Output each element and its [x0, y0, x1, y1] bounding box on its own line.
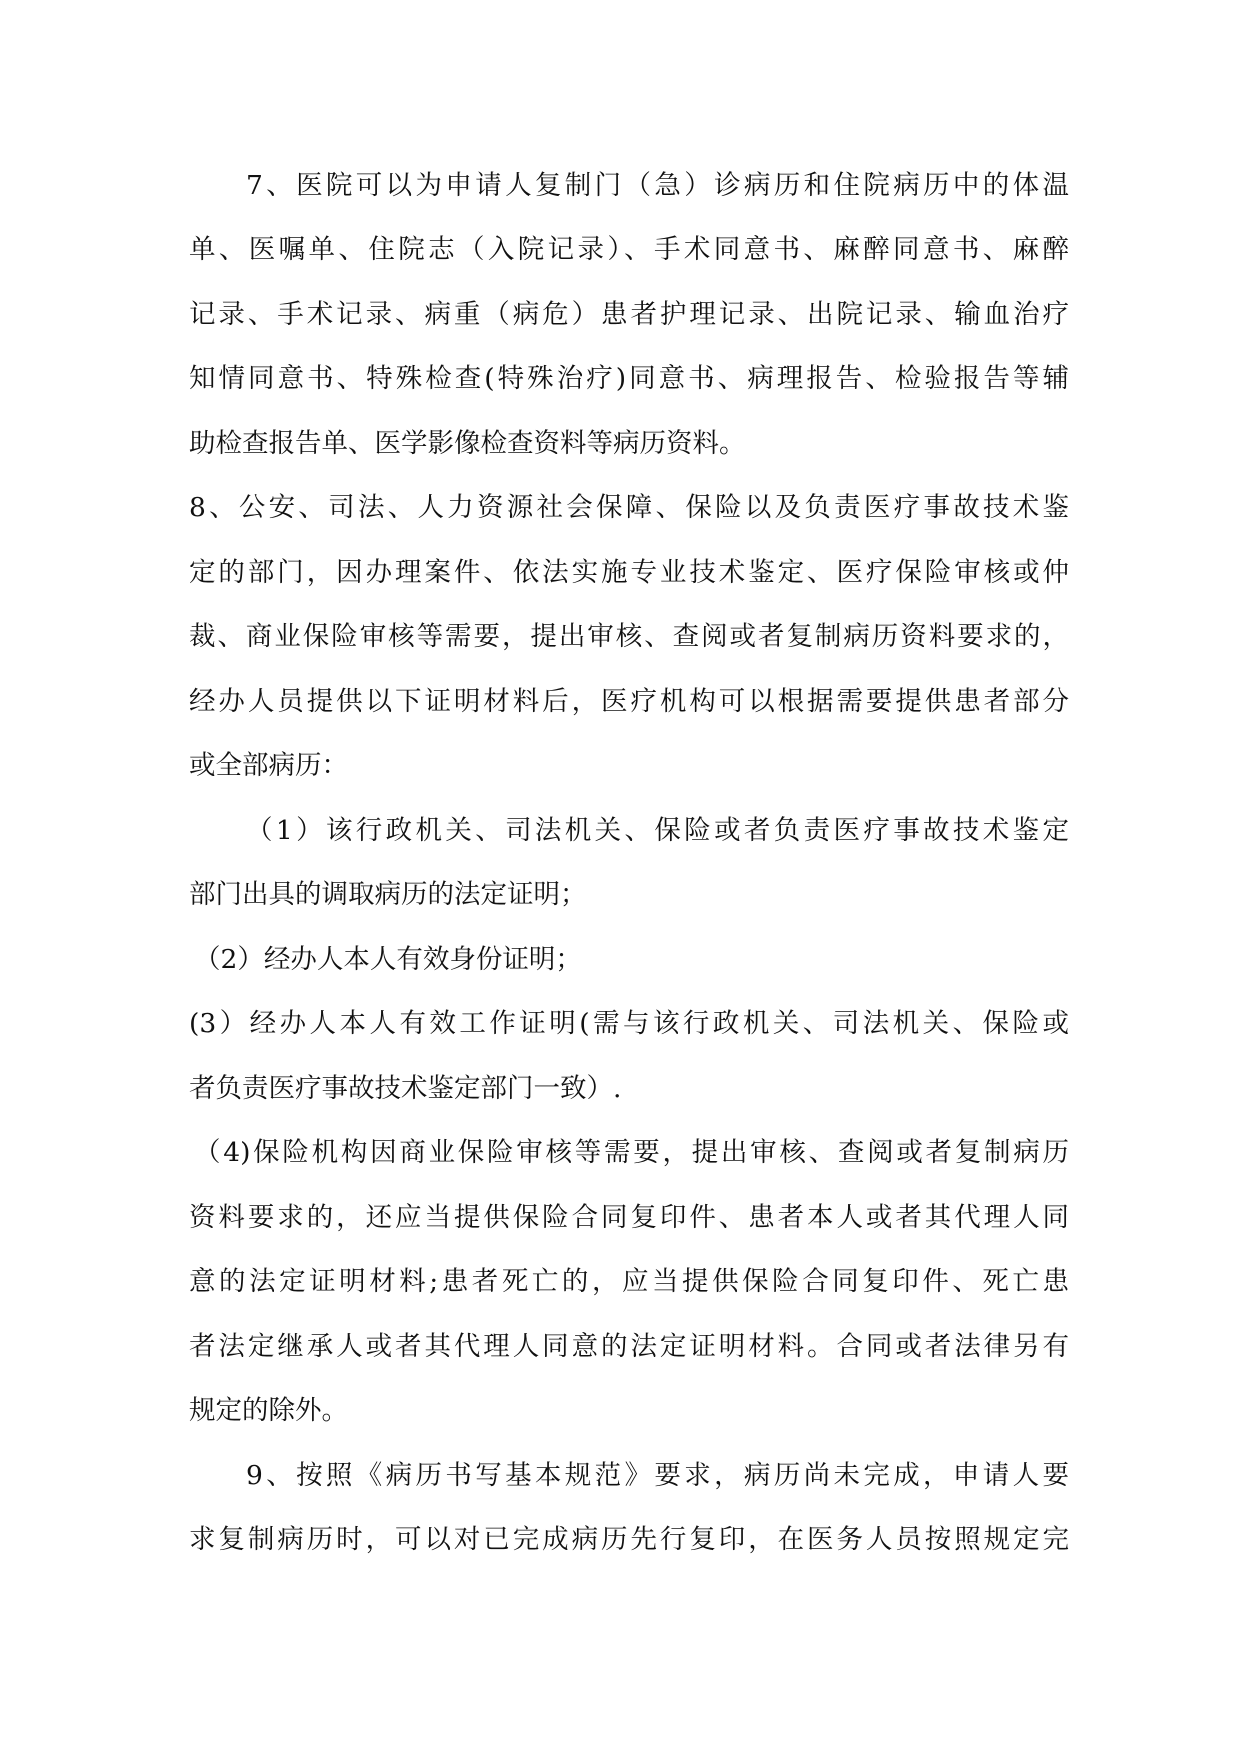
text-line: 7、医院可以为申请人复制门（急）诊病历和住院病历中的体温	[246, 170, 1069, 201]
text-line: 裁、商业保险审核等需要，提出审核、查阅或者复制病历资料要求的，	[189, 621, 1069, 652]
text-line: 部门出具的调取病历的法定证明；	[189, 879, 587, 910]
text-line: 经办人员提供以下证明材料后，医疗机构可以根据需要提供患者部分	[189, 686, 1069, 717]
text-line: 知情同意书、特殊检查(特殊治疗)同意书、病理报告、检验报告等辅	[189, 363, 1069, 394]
text-line: 8、公安、司法、人力资源社会保障、保险以及负责医疗事故技术鉴	[189, 492, 1069, 523]
text-line: (3）经办人本人有效工作证明(需与该行政机关、司法机关、保险或	[189, 1008, 1069, 1039]
text-line: （2）经办人本人有效身份证明；	[194, 944, 582, 975]
text-line: 者负责医疗事故技术鉴定部门一致）.	[189, 1073, 622, 1104]
text-line: 助检查报告单、医学影像检查资料等病历资料。	[189, 428, 746, 459]
text-line: 意的法定证明材料;患者死亡的，应当提供保险合同复印件、死亡患	[189, 1266, 1069, 1297]
text-line: 记录、手术记录、病重（病危）患者护理记录、出院记录、输血治疗	[189, 299, 1069, 330]
text-line: 资料要求的，还应当提供保险合同复印件、患者本人或者其代理人同	[189, 1202, 1069, 1233]
text-line: 求复制病历时，可以对已完成病历先行复印，在医务人员按照规定完	[189, 1524, 1069, 1555]
text-line: 单、医嘱单、住院志（入院记录）、手术同意书、麻醉同意书、麻醉	[189, 234, 1069, 265]
text-line: 者法定继承人或者其代理人同意的法定证明材料。合同或者法律另有	[189, 1331, 1069, 1362]
text-line: （1）该行政机关、司法机关、保险或者负责医疗事故技术鉴定	[246, 815, 1069, 846]
text-line: 规定的除外。	[189, 1395, 348, 1426]
text-line: 定的部门，因办理案件、依法实施专业技术鉴定、医疗保险审核或仲	[189, 557, 1069, 588]
text-line: 或全部病历：	[189, 750, 348, 781]
text-line: （4)保险机构因商业保险审核等需要，提出审核、查阅或者复制病历	[194, 1137, 1069, 1168]
text-line: 9、按照《病历书写基本规范》要求，病历尚未完成，申请人要	[246, 1460, 1069, 1491]
